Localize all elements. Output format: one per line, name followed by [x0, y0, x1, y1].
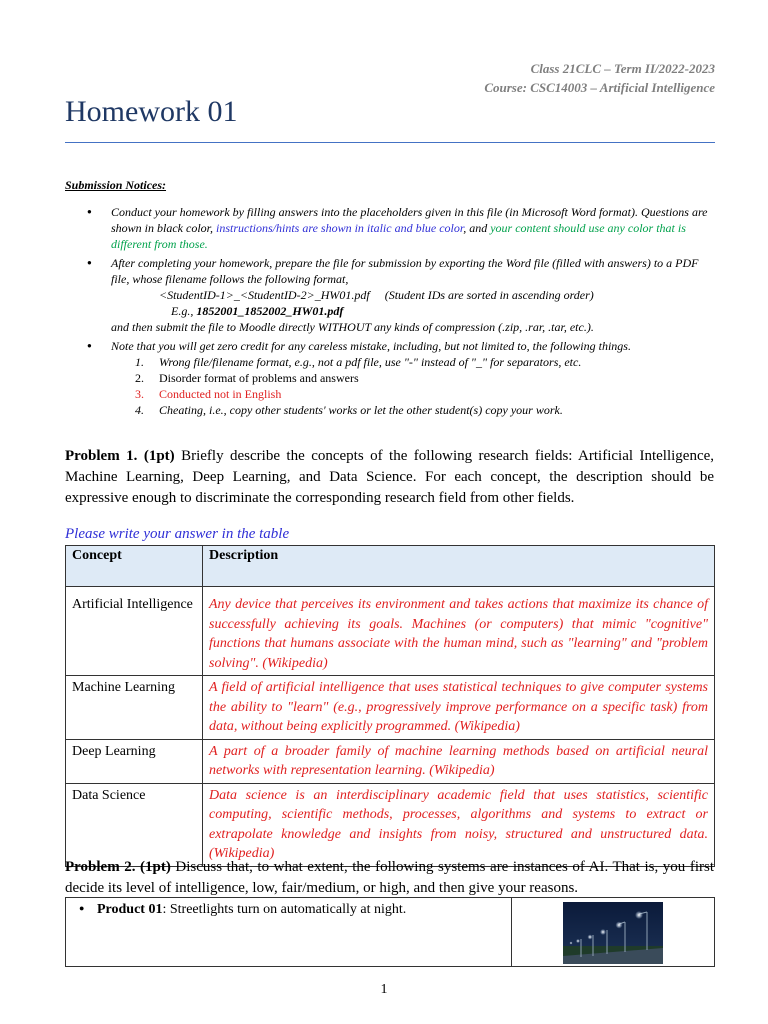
- mistake-item-1: 1. Wrong file/filename format, e.g., not a pdf file, use "-" instead of "_" for separators, etc.: [135, 355, 582, 369]
- streetlight-photo: [563, 902, 663, 964]
- description-cell[interactable]: A field of artificial intelligence that uses statistical techniques to give computer systems the ability to "learn" (e.g., progressively improve performance on a specific task) from data, without being explicitly programmed. (Wikipedia): [203, 676, 715, 740]
- column-header-description: Description: [203, 546, 715, 587]
- filename-format: <StudentID-1>_<StudentID-2>_HW01.pdf (Student IDs are sorted in ascending order): [159, 288, 594, 302]
- problem-1: Problem 1. (1pt) Briefly describe the concepts of the following research fields: Artificial Intelligence, Machine Learning, Deep Learning, and Data Science. For each concept, the description should be expressive enough to discriminate the corresponding research field from other fields.: [65, 448, 715, 506]
- problem-2: Problem 2. (1pt) Discuss that, to what extent, the following systems are instances of AI. That is, you first decide its level of intelligence, low, fair/medium, or high, and then give your reasons.: [65, 859, 714, 896]
- mistake-item-2: 2. Disorder format of problems and answers: [135, 371, 359, 385]
- description-cell[interactable]: Data science is an interdisciplinary academic field that uses statistics, scientific computing, scientific methods, processes, algorithms and systems to extract or extrapolate knowledge and insights from noisy, structured and unstructured data. (Wikipedia): [203, 783, 715, 866]
- title-divider: [65, 142, 715, 143]
- table-row: [66, 676, 715, 740]
- concept-cell: Deep Learning: [66, 739, 203, 783]
- notice-item-2: ● After completing your homework, prepare the file for submission by exporting the Word file (filled with answers) to a PDF file, whose filename follows the following format, <StudentID-1>_<StudentID-2>_HW01.pdf (Student IDs are sorted in ascending order) E.g., 1852001_1852002_HW01.pdf and then submit the file to Moodle directly WITHOUT any kinds of compression (.zip, .rar, .tar, etc.).: [111, 255, 716, 335]
- concept-cell: Data Science: [66, 783, 203, 866]
- mistake-item-4: 4. Cheating, i.e., copy other students' works or let the other student(s) copy your work.: [135, 403, 563, 417]
- class-term-line: Class 21CLC – Term II/2022-2023: [530, 61, 715, 76]
- concept-cell: Artificial Intelligence: [66, 587, 203, 676]
- submission-notices-heading: Submission Notices:: [65, 178, 167, 192]
- answer-hint: Please write your answer in the table: [65, 526, 290, 542]
- problem-1-label: Problem 1. (1pt): [65, 448, 175, 464]
- streetlight-photo-cell: [512, 898, 715, 967]
- submission-notices-list: [111, 204, 716, 418]
- table-row: [66, 739, 715, 783]
- course-line: Course: CSC14003 – Artificial Intelligence: [484, 80, 715, 95]
- product-table: [65, 897, 715, 967]
- table-row: [66, 898, 715, 967]
- concept-cell: Machine Learning: [66, 676, 203, 740]
- table-header-row: [66, 546, 715, 587]
- description-cell[interactable]: A part of a broader family of machine learning methods based on artificial neural networks with representation learning. (Wikipedia): [203, 739, 715, 783]
- notice-item-1: ● Conduct your homework by filling answers into the placeholders given in this file (in Microsoft Word format). Questions are shown in black color, instructions/hints are shown in italic and blue color, and your content should use any color that is different from those.: [111, 204, 716, 252]
- content-color-hint: your content should use any color that is different from those.: [111, 221, 686, 251]
- product-1-cell[interactable]: [66, 898, 512, 967]
- notice-item-3: ● Note that you will get zero credit for any careless mistake, including, but not limited to, the following things. 1. Wrong file/filename format, e.g., not a pdf file, use "-" instead of "_" for separators, etc. 2. Disorder format of problems and answers 3. Conducted not in English 4. Cheating, i.e., copy other students' works or let the other student(s) copy your work.: [111, 338, 716, 418]
- page-number: 1: [380, 982, 388, 997]
- concept-table: [65, 545, 715, 867]
- product-1-text: ● Product 01: Streetlights turn on automatically at night.: [67, 899, 510, 921]
- product-1-label: Product 01: [97, 902, 163, 917]
- course-header: [484, 59, 715, 97]
- table-row: [66, 587, 715, 676]
- instruction-color-hint: instructions/hints are shown in italic and blue color: [216, 221, 464, 235]
- table-row: [66, 783, 715, 866]
- filename-example: E.g., 1852001_1852002_HW01.pdf: [171, 304, 344, 318]
- column-header-concept: Concept: [66, 546, 203, 587]
- problem-2-label: Problem 2. (1pt): [65, 859, 171, 875]
- description-cell[interactable]: Any device that perceives its environment and takes actions that maximize its chance of successfully achieving its goals. Machines (or computers) that mimic "cognitive" functions that humans associate with the human mind, such as "learning" and "problem solving". (Wikipedia): [203, 587, 715, 676]
- page-title: Homework 01: [65, 95, 238, 128]
- mistake-item-3: 3. Conducted not in English: [135, 387, 282, 401]
